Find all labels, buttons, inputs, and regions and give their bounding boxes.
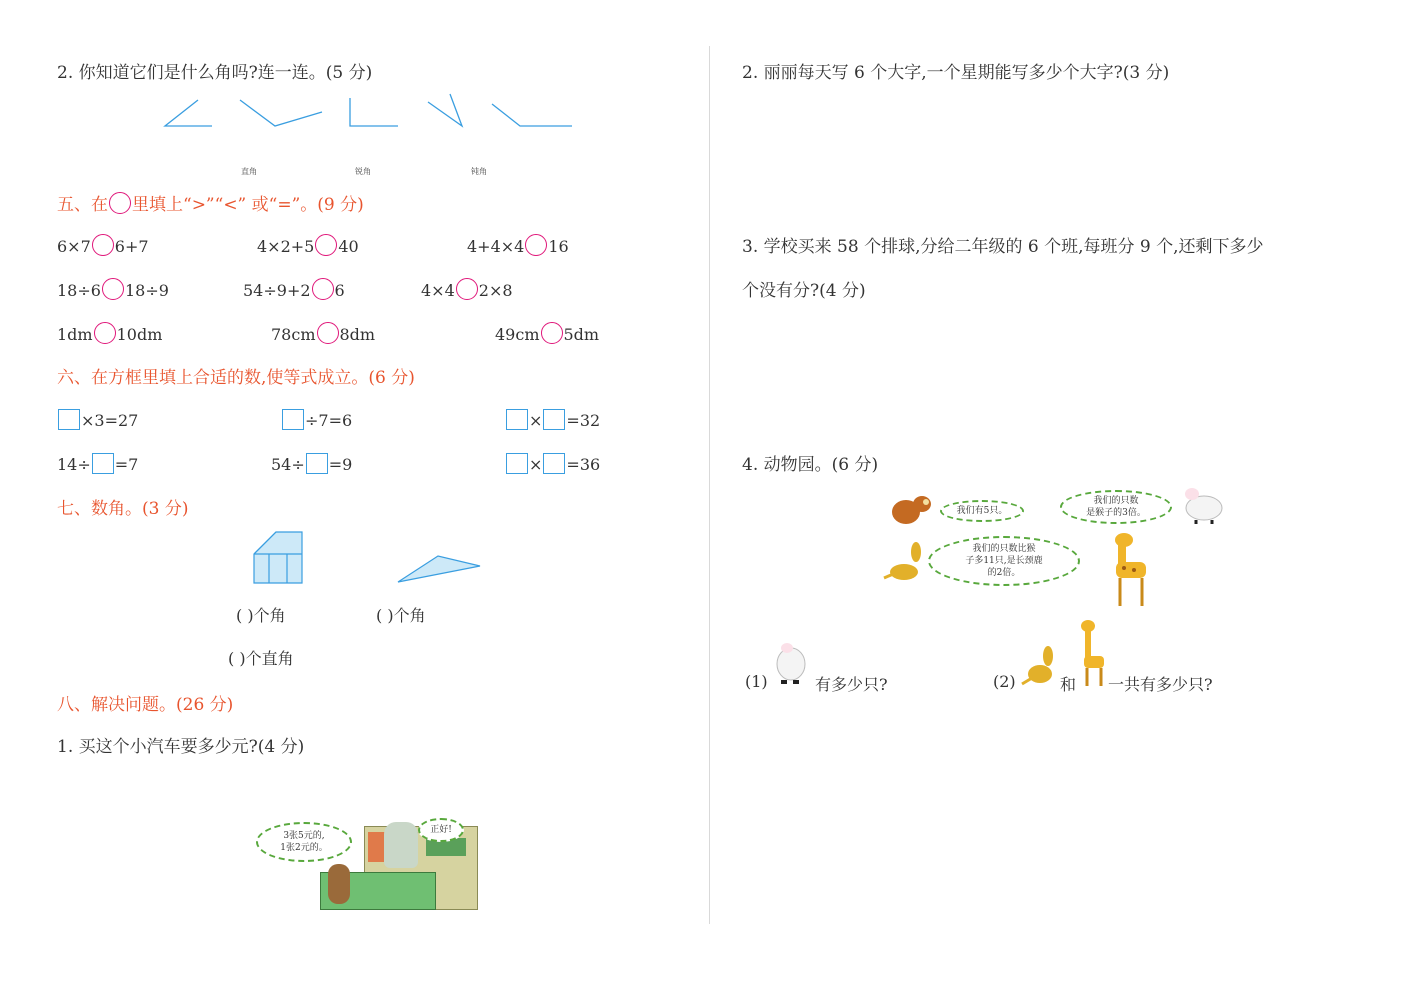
compare-item: 49cm 5dm: [495, 322, 599, 344]
answer-box[interactable]: [92, 453, 114, 474]
sub-question-1-text: 有多少只?: [815, 675, 888, 694]
section-5-title-end: 里填上“>”“<” 或“=”。(9 分): [132, 195, 364, 215]
monkey-icon: [892, 496, 931, 524]
section-5-title: [57, 190, 364, 215]
answer-circle[interactable]: [92, 234, 114, 256]
compare-item: 6×7 6+7: [57, 234, 149, 256]
page-divider: [709, 46, 710, 924]
label-obtuse-angle: 钝角: [471, 167, 487, 176]
triangle-shape: [398, 556, 480, 582]
answer-circle[interactable]: [525, 234, 547, 256]
section-7-title: 七、数角。(3 分): [57, 499, 189, 519]
giraffe-icon: [1078, 618, 1108, 688]
equation-item: ×3=27: [57, 409, 138, 430]
answer-box[interactable]: [506, 453, 528, 474]
kangaroo-icon: [1020, 640, 1058, 688]
sub-question-2-text: 一共有多少只?: [1108, 675, 1213, 694]
speech-bubble-elephant: 正好!: [418, 818, 464, 842]
answer-box[interactable]: [506, 409, 528, 430]
count-blank-3: ( )个直角: [228, 649, 294, 668]
compare-item: 18÷6 18÷9: [57, 278, 169, 300]
sub-question-2-and: 和: [1060, 675, 1077, 694]
count-angles-figures: [250, 530, 490, 588]
compare-item: 4+4×4 16: [467, 234, 569, 256]
answer-box[interactable]: [58, 409, 80, 430]
section-6-title: 六、在方框里填上合适的数,使等式成立。(6 分): [57, 368, 415, 388]
equation-item: × =36: [505, 453, 600, 474]
sub-question-2-label: (2): [993, 672, 1016, 691]
answer-box[interactable]: [543, 453, 565, 474]
equation-item: ÷7=6: [281, 409, 352, 430]
compare-item: 1dm 10dm: [57, 322, 162, 344]
angle-figures: [150, 90, 590, 135]
answer-circle[interactable]: [317, 322, 339, 344]
speech-bubble-kangaroo: 我们的只数比猴 子多11只,是长颈鹿 的2倍。: [928, 536, 1080, 586]
elephant-figure: [384, 822, 418, 868]
compare-item: 78cm 8dm: [271, 322, 375, 344]
equation-item: 54÷ =9: [271, 455, 353, 474]
circle-symbol: [109, 192, 131, 214]
section-8-title: 八、解决问题。(26 分): [57, 695, 234, 715]
obtuse-angle-figure-1: [240, 100, 322, 126]
right-angle-figure: [350, 98, 398, 126]
compare-item: 54÷9+2 6: [243, 278, 345, 300]
answer-circle[interactable]: [541, 322, 563, 344]
speech-bubble-monkey: 我们有5只。: [940, 500, 1024, 522]
answer-circle[interactable]: [102, 278, 124, 300]
speech-bubble-child: 3张5元的, 1张2元的。: [256, 822, 352, 862]
child-figure: [328, 864, 350, 904]
equation-item: 14÷ =7: [57, 455, 139, 474]
right-question-4: 4. 动物园。(6 分): [742, 455, 879, 475]
right-question-2: 2. 丽丽每天写 6 个大字,一个星期能写多少个大字?(3 分): [742, 63, 1170, 83]
compare-item: 4×2+5 40: [257, 234, 359, 256]
question-8-1: 1. 买这个小汽车要多少元?(4 分): [57, 737, 305, 757]
zoo-illustration: [880, 486, 1226, 610]
right-question-3-line2: 个没有分?(4 分): [742, 281, 866, 301]
kangaroo-icon: [884, 542, 921, 580]
count-blank-1: ( )个角: [236, 606, 286, 625]
label-acute-angle: 锐角: [355, 167, 371, 176]
right-question-3-line1: 3. 学校买来 58 个排球,分给二年级的 6 个班,每班分 9 个,还剩下多少: [742, 237, 1264, 257]
answer-circle[interactable]: [315, 234, 337, 256]
count-blank-2: ( )个角: [376, 606, 426, 625]
compare-item: 4×4 2×8: [421, 278, 513, 300]
question-2-title: 2. 你知道它们是什么角吗?连一连。(5 分): [57, 63, 373, 83]
obtuse-angle-figure-2: [492, 104, 572, 126]
answer-box[interactable]: [282, 409, 304, 430]
speech-bubble-sheep: 我们的只数 是猴子的3倍。: [1060, 490, 1172, 524]
answer-circle[interactable]: [94, 322, 116, 344]
giraffe-icon: [1115, 533, 1146, 606]
shop-illustration: [256, 812, 478, 908]
answer-box[interactable]: [306, 453, 328, 474]
label-right-angle: 直角: [241, 167, 257, 176]
section-5-title-start: 五、在: [57, 195, 108, 215]
acute-angle-figure-2: [428, 94, 462, 126]
answer-circle[interactable]: [456, 278, 478, 300]
sub-question-1-label: (1): [745, 672, 768, 691]
answer-circle[interactable]: [312, 278, 334, 300]
answer-box[interactable]: [543, 409, 565, 430]
equation-item: × =32: [505, 409, 600, 430]
house-shape: [254, 532, 302, 583]
sheep-icon: [1185, 488, 1222, 524]
acute-angle-figure: [165, 100, 212, 126]
sheep-icon: [773, 640, 809, 688]
